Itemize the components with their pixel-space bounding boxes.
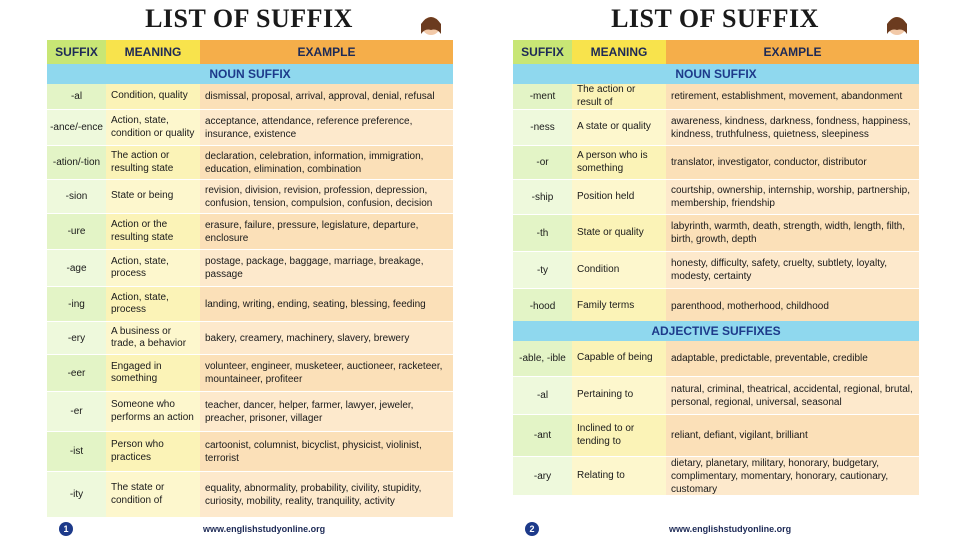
table-row [47, 287, 453, 322]
example-cell: revision, division, revision, profession, depression, confusion, tension, compulsion, confusion, decision [200, 180, 453, 213]
table-row [513, 110, 919, 146]
site-url: www.englishstudyonline.org [669, 524, 792, 534]
example-cell: landing, writing, ending, seating, blessing, feeding [200, 287, 453, 321]
table-row [47, 110, 453, 146]
suffix-table [513, 40, 919, 518]
meaning-cell: The action or result of [572, 84, 666, 109]
meaning-cell: Someone who performs an action [106, 392, 200, 431]
suffix-cell: -th [513, 215, 572, 251]
suffix-cell: -eer [47, 355, 106, 391]
table-row [513, 377, 919, 415]
meaning-cell: Action or the resulting state [106, 214, 200, 249]
section-header-adjective: ADJECTIVE SUFFIXES [513, 321, 919, 341]
example-cell: dismissal, proposal, arrival, approval, denial, refusal [200, 84, 453, 109]
page-title: LIST OF SUFFIX [145, 4, 353, 33]
suffix-cell: -ure [47, 214, 106, 249]
meaning-cell: A state or quality [572, 110, 666, 145]
meaning-cell: A person who is something [572, 146, 666, 179]
column-header-example: EXAMPLE [666, 40, 919, 64]
example-cell: courtship, ownership, internship, worship, partnership, membership, friendship [666, 180, 919, 214]
meaning-cell: Action, state, process [106, 287, 200, 321]
suffix-chart-page-1 [47, 0, 453, 540]
example-cell: translator, investigator, conductor, distributor [666, 146, 919, 179]
table-rows-adjective [513, 341, 919, 496]
example-cell: dietary, planetary, military, honorary, budgetary, complimentary, momentary, honorary, cautionary, customary [666, 457, 919, 495]
table-row [47, 322, 453, 355]
table-rows-noun [513, 84, 919, 325]
meaning-cell: A business or trade, a behavior [106, 322, 200, 354]
suffix-cell: -ant [513, 415, 572, 456]
table-row [513, 252, 919, 289]
example-cell: erasure, failure, pressure, legislature, departure, enclosure [200, 214, 453, 249]
column-header-suffix: SUFFIX [47, 40, 106, 64]
suffix-chart-page-2 [513, 0, 919, 540]
suffix-cell: -ation/-tion [47, 146, 106, 179]
section-header-noun: NOUN SUFFIX [47, 64, 453, 84]
table-row [513, 180, 919, 215]
page-number-badge: 2 [525, 522, 539, 536]
suffix-cell: -or [513, 146, 572, 179]
meaning-cell: Position held [572, 180, 666, 214]
meaning-cell: Person who practices [106, 432, 200, 471]
example-cell: adaptable, predictable, preventable, credible [666, 341, 919, 376]
table-row [513, 146, 919, 180]
table-rows [47, 84, 453, 518]
meaning-cell: Capable of being [572, 341, 666, 376]
meaning-cell: The state or condition of [106, 472, 200, 517]
table-row [513, 289, 919, 325]
table-row [47, 250, 453, 287]
table-row [47, 392, 453, 432]
column-header-meaning: MEANING [106, 40, 200, 64]
suffix-cell: -able, -ible [513, 341, 572, 376]
table-row [47, 84, 453, 110]
meaning-cell: Inclined to or tending to [572, 415, 666, 456]
column-header-example: EXAMPLE [200, 40, 453, 64]
suffix-cell: -ship [513, 180, 572, 214]
table-row [47, 146, 453, 180]
table-row [513, 215, 919, 252]
table-row [47, 214, 453, 250]
suffix-cell: -ery [47, 322, 106, 354]
meaning-cell: Condition [572, 252, 666, 288]
suffix-cell: -ity [47, 472, 106, 517]
suffix-cell: -ance/-ence [47, 110, 106, 145]
page-number-badge: 1 [59, 522, 73, 536]
meaning-cell: Pertaining to [572, 377, 666, 414]
page-footer [47, 518, 453, 540]
example-cell: cartoonist, columnist, bicyclist, physicist, violinist, terrorist [200, 432, 453, 471]
suffix-cell: -al [47, 84, 106, 109]
meaning-cell: Action, state, process [106, 250, 200, 286]
example-cell: volunteer, engineer, musketeer, auctioneer, racketeer, mountaineer, profiteer [200, 355, 453, 391]
suffix-cell: -ment [513, 84, 572, 109]
meaning-cell: Family terms [572, 289, 666, 324]
section-header-noun: NOUN SUFFIX [513, 64, 919, 84]
table-row [47, 355, 453, 392]
suffix-cell: -hood [513, 289, 572, 324]
example-cell: retirement, establishment, movement, abandonment [666, 84, 919, 109]
meaning-cell: State or quality [572, 215, 666, 251]
example-cell: bakery, creamery, machinery, slavery, brewery [200, 322, 453, 354]
example-cell: postage, package, baggage, marriage, breakage, passage [200, 250, 453, 286]
suffix-cell: -ary [513, 457, 572, 495]
suffix-cell: -ing [47, 287, 106, 321]
column-header-meaning: MEANING [572, 40, 666, 64]
suffix-cell: -ty [513, 252, 572, 288]
example-cell: teacher, dancer, helper, farmer, lawyer, jeweler, preacher, prisoner, villager [200, 392, 453, 431]
table-row [513, 341, 919, 377]
example-cell: equality, abnormality, probability, civility, stupidity, curiosity, mobility, reality, tranquility, activity [200, 472, 453, 517]
suffix-cell: -age [47, 250, 106, 286]
meaning-cell: Engaged in something [106, 355, 200, 391]
suffix-cell: -sion [47, 180, 106, 213]
table-row [513, 457, 919, 496]
table-row [513, 415, 919, 457]
meaning-cell: Relating to [572, 457, 666, 495]
example-cell: parenthood, motherhood, childhood [666, 289, 919, 324]
table-row [47, 432, 453, 472]
example-cell: natural, criminal, theatrical, accidental, regional, brutal, personal, regional, universal, seasonal [666, 377, 919, 414]
example-cell: reliant, defiant, vigilant, brilliant [666, 415, 919, 456]
meaning-cell: State or being [106, 180, 200, 213]
suffix-cell: -ist [47, 432, 106, 471]
meaning-cell: Condition, quality [106, 84, 200, 109]
example-cell: honesty, difficulty, safety, cruelty, subtlety, loyalty, modesty, certainty [666, 252, 919, 288]
column-header-suffix: SUFFIX [513, 40, 572, 64]
example-cell: awareness, kindness, darkness, fondness, happiness, kindness, truthfulness, quietness, sleepiness [666, 110, 919, 145]
example-cell: labyrinth, warmth, death, strength, width, length, filth, birth, growth, depth [666, 215, 919, 251]
example-cell: declaration, celebration, information, immigration, education, elimination, combination [200, 146, 453, 179]
suffix-cell: -al [513, 377, 572, 414]
page-title: LIST OF SUFFIX [611, 4, 819, 33]
table-row [47, 472, 453, 518]
meaning-cell: The action or resulting state [106, 146, 200, 179]
example-cell: acceptance, attendance, reference preference, insurance, existence [200, 110, 453, 145]
meaning-cell: Action, state, condition or quality [106, 110, 200, 145]
site-url: www.englishstudyonline.org [203, 524, 326, 534]
suffix-cell: -ness [513, 110, 572, 145]
suffix-cell: -er [47, 392, 106, 431]
page-footer [513, 518, 919, 540]
table-row [47, 180, 453, 214]
suffix-table [47, 40, 453, 518]
table-row [513, 84, 919, 110]
